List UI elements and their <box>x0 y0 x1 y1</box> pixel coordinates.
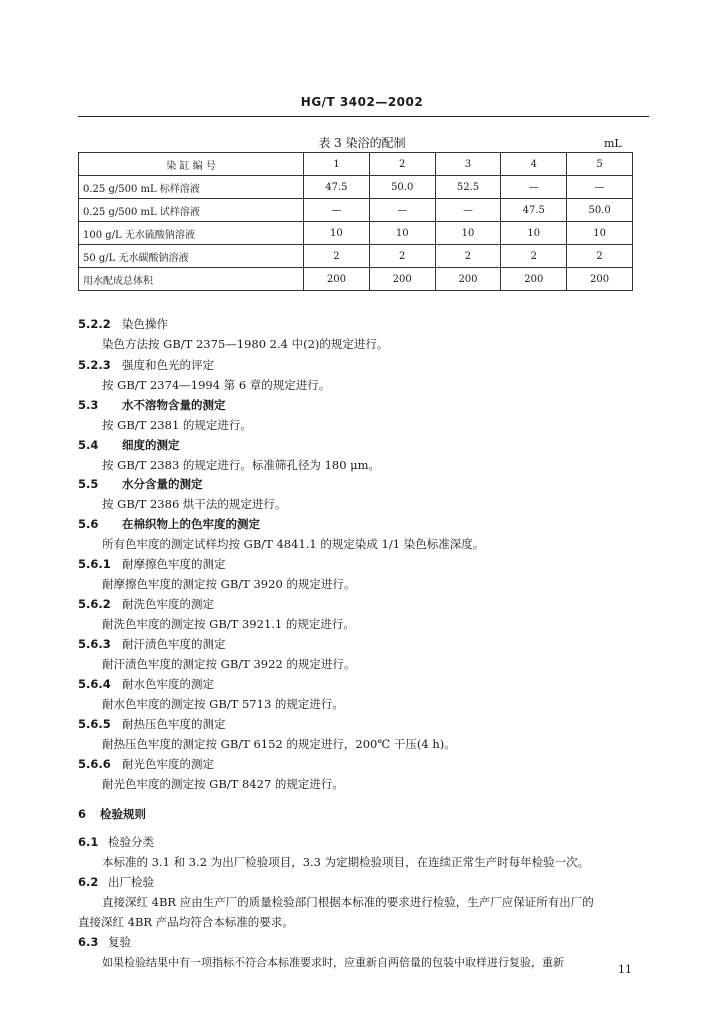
section-number: 5.6 <box>78 517 99 531</box>
table-header-cell: 4 <box>501 153 567 176</box>
paragraph-5-6-2: 耐洗色牢度的测定按 GB/T 3921.1 的规定进行。 <box>102 617 355 631</box>
table-cell: — <box>567 176 633 199</box>
table-cell: 50.0 <box>567 199 633 222</box>
section-title: 耐洗色牢度的测定 <box>122 597 214 611</box>
section-heading-5-6-5 <box>78 716 226 732</box>
section-title: 耐水色牢度的测定 <box>122 677 214 691</box>
table-row <box>79 268 633 291</box>
section-number: 5.2.2 <box>78 317 111 331</box>
section-title: 在棉织物上的色牢度的测定 <box>122 517 260 531</box>
chapter-heading-6 <box>78 806 146 822</box>
section-number: 5.6.4 <box>78 677 111 691</box>
section-heading-5-6-1 <box>78 556 226 572</box>
table-cell: 200 <box>435 268 501 291</box>
paragraph-5-6-6: 耐光色牢度的测定按 GB/T 8427 的规定进行。 <box>102 777 344 791</box>
table-cell: 0.25 g/500 mL 标样溶液 <box>79 176 304 199</box>
paragraph-6-1: 本标准的 3.1 和 3.2 为出厂检验项目，3.3 为定期检验项目，在连续正常生产时每年检验一次。 <box>102 855 590 869</box>
table-cell: 10 <box>501 222 567 245</box>
section-title: 耐摩擦色牢度的测定 <box>122 557 226 571</box>
section-number: 5.6.2 <box>78 597 111 611</box>
section-title: 耐汗渍色牢度的测定 <box>122 637 226 651</box>
table-cell: 50.0 <box>369 176 435 199</box>
section-title: 检验规则 <box>100 807 146 821</box>
table-header-cell: 3 <box>435 153 501 176</box>
section-number: 6.2 <box>78 875 99 889</box>
table-cell: 200 <box>304 268 370 291</box>
section-heading-6-1 <box>78 834 154 850</box>
section-heading-6-3 <box>78 934 131 950</box>
section-number: 5.2.3 <box>78 358 111 372</box>
table-cell: 10 <box>369 222 435 245</box>
section-number: 5.6.6 <box>78 757 111 771</box>
table-cell: 10 <box>567 222 633 245</box>
table-row <box>79 222 633 245</box>
dye-bath-table <box>78 152 633 291</box>
section-title: 耐热压色牢度的测定 <box>122 717 226 731</box>
table-unit: mL <box>604 137 622 150</box>
section-heading-5-6-2 <box>78 596 214 612</box>
section-title: 出厂检验 <box>108 875 154 889</box>
table-cell: 用水配成总体积 <box>79 268 304 291</box>
table-cell: 50 g/L 无水碳酸钠溶液 <box>79 245 304 268</box>
paragraph-6-3: 如果检验结果中有一项指标不符合本标准要求时，应重新自两倍量的包装中取样进行复验，重新 <box>102 956 564 969</box>
table-cell: — <box>369 199 435 222</box>
table-cell: 100 g/L 无水硫酸钠溶液 <box>79 222 304 245</box>
table-header-cell: 1 <box>304 153 370 176</box>
section-title: 染色操作 <box>122 317 168 331</box>
standard-code-header: HG/T 3402—2002 <box>300 95 424 109</box>
table-cell: 10 <box>304 222 370 245</box>
table-cell: — <box>435 199 501 222</box>
table-row <box>79 199 633 222</box>
table-header-cell: 染 缸 编 号 <box>79 153 304 176</box>
section-number: 5.6.1 <box>78 557 111 571</box>
table-cell: 52.5 <box>435 176 501 199</box>
paragraph-5-4: 按 GB/T 2383 的规定进行。标准筛孔径为 180 μm。 <box>102 458 381 472</box>
paragraph-5-6: 所有色牢度的测定试样均按 GB/T 4841.1 的规定染成 1/1 染色标准深度。 <box>102 537 485 551</box>
table-row <box>79 245 633 268</box>
table-cell: 47.5 <box>304 176 370 199</box>
section-heading-6-2 <box>78 874 154 890</box>
paragraph-6-2-line-1: 直接深红 4BR 应由生产厂的质量检验部门根据本标准的要求进行检验，生产厂应保证所有出厂的 <box>102 895 594 909</box>
paragraph-5-6-1: 耐摩擦色牢度的测定按 GB/T 3920 的规定进行。 <box>102 577 356 591</box>
section-number: 5.3 <box>78 398 99 412</box>
section-heading-5-6-3 <box>78 636 226 652</box>
paragraph-5-3: 按 GB/T 2381 的规定进行。 <box>102 418 252 432</box>
page-number: 11 <box>618 963 632 976</box>
section-number: 6.1 <box>78 835 99 849</box>
paragraph-5-2-3: 按 GB/T 2374—1994 第 6 章的规定进行。 <box>102 378 331 392</box>
table-cell: 47.5 <box>501 199 567 222</box>
table-header-cell: 2 <box>369 153 435 176</box>
table-cell: 2 <box>567 245 633 268</box>
table-caption: 表 3 染浴的配制 <box>318 136 406 150</box>
section-heading-5-5 <box>78 476 203 492</box>
table-cell: 200 <box>501 268 567 291</box>
table-cell: 200 <box>369 268 435 291</box>
table-header-row <box>79 153 633 176</box>
paragraph-5-2-2: 染色方法按 GB/T 2375—1980 2.4 中(2)的规定进行。 <box>102 337 389 351</box>
table-cell: 200 <box>567 268 633 291</box>
header-rule <box>78 116 649 117</box>
table-cell: 2 <box>435 245 501 268</box>
table-cell: 2 <box>369 245 435 268</box>
section-heading-5-2-2 <box>78 316 168 332</box>
paragraph-5-5: 按 GB/T 2386 烘干法的规定进行。 <box>102 497 287 511</box>
section-heading-5-2-3 <box>78 357 214 373</box>
paragraph-5-6-3: 耐汗渍色牢度的测定按 GB/T 3922 的规定进行。 <box>102 657 356 671</box>
section-heading-5-6-4 <box>78 676 214 692</box>
table-cell: 10 <box>435 222 501 245</box>
section-title: 检验分类 <box>108 835 154 849</box>
table-cell: — <box>304 199 370 222</box>
section-title: 细度的测定 <box>122 438 180 452</box>
section-number: 5.5 <box>78 477 99 491</box>
section-title: 复验 <box>108 935 131 949</box>
table-cell: 0.25 g/500 mL 试样溶液 <box>79 199 304 222</box>
section-heading-5-6-6 <box>78 756 214 772</box>
section-title: 强度和色光的评定 <box>122 358 214 372</box>
section-number: 5.6.5 <box>78 717 111 731</box>
section-heading-5-6 <box>78 516 260 532</box>
section-heading-5-3 <box>78 397 226 413</box>
section-title: 水分含量的测定 <box>122 477 203 491</box>
table-row <box>79 176 633 199</box>
table-cell: 2 <box>501 245 567 268</box>
section-number: 5.6.3 <box>78 637 111 651</box>
table-cell: — <box>501 176 567 199</box>
table-cell: 2 <box>304 245 370 268</box>
table-header-cell: 5 <box>567 153 633 176</box>
paragraph-6-2-line-2: 直接深红 4BR 产品均符合本标准的要求。 <box>78 915 294 929</box>
section-number: 6.3 <box>78 935 99 949</box>
section-number: 6 <box>78 807 87 821</box>
paragraph-5-6-4: 耐水色牢度的测定按 GB/T 5713 的规定进行。 <box>102 697 344 711</box>
section-heading-5-4 <box>78 437 180 453</box>
section-title: 水不溶物含量的测定 <box>122 398 226 412</box>
paragraph-5-6-5: 耐热压色牢度的测定按 GB/T 6152 的规定进行，200℃ 干压(4 h)。 <box>102 737 456 751</box>
section-number: 5.4 <box>78 438 99 452</box>
section-title: 耐光色牢度的测定 <box>122 757 214 771</box>
